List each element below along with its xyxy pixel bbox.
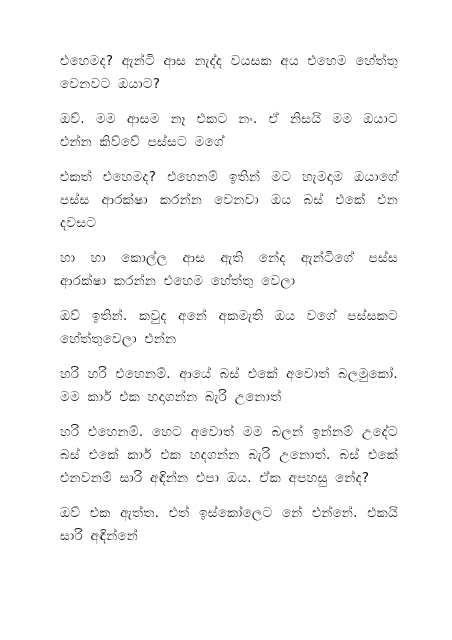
paragraph: ඔව්. මම ආසම නෑ එකට නං. ඒ නිසයි මම ඔයාට එන්න කිව්වේ පස්සට මගේ (60, 111, 398, 150)
paragraph: එකත් එහෙමද? එහෙනම් ඉතින් මට හැමදාම ඔයාගේ පස්ස ආරක්ෂා කරන්න වෙනවා ඔය බස් එකේ එන දවසට (60, 169, 398, 231)
paragraph: ඔව් එක ඇත්ත. එත් ඉස්කෝලෙට නේ එන්නේ. එකයි සාරි අඳින්නේ (60, 505, 398, 544)
paragraph: එහෙමද? ඇන්ටි ආස නැද්ද වයසක අය එහෙම හේත්තු වෙනවට ඔයාට? (60, 53, 398, 92)
paragraph: හා හා කොල්ල ආස ඇති නේද ඇන්ටිගේ පස්ස ආරක්ෂා කරන්න එහෙම හේත්තු වෙලා (60, 250, 398, 289)
document-body (60, 50, 398, 560)
paragraph: හරි එහෙනම්. හෙට අවොත් මම බලන් ඉන්නම් උදේට බස් එකේ කාර් එක හදගන්න බැරි උනොත්. බස් එකේ එනවනම් සාරි අඳින්න එපා ඔය. ඒක අපහසු නේද? (60, 424, 398, 486)
paragraph: හරි හරි එහෙනම්. ආයේ බස් එකේ අවොත් බලමුකෝ. මම කාර් එක හදාගන්න බැරි උනොත් (60, 366, 398, 405)
paragraph: ඔව් ඉතින්. කවුද අනේ අකමැති ඔය වගේ පස්සකට හේත්තුවෙලා එන්න (60, 308, 398, 347)
